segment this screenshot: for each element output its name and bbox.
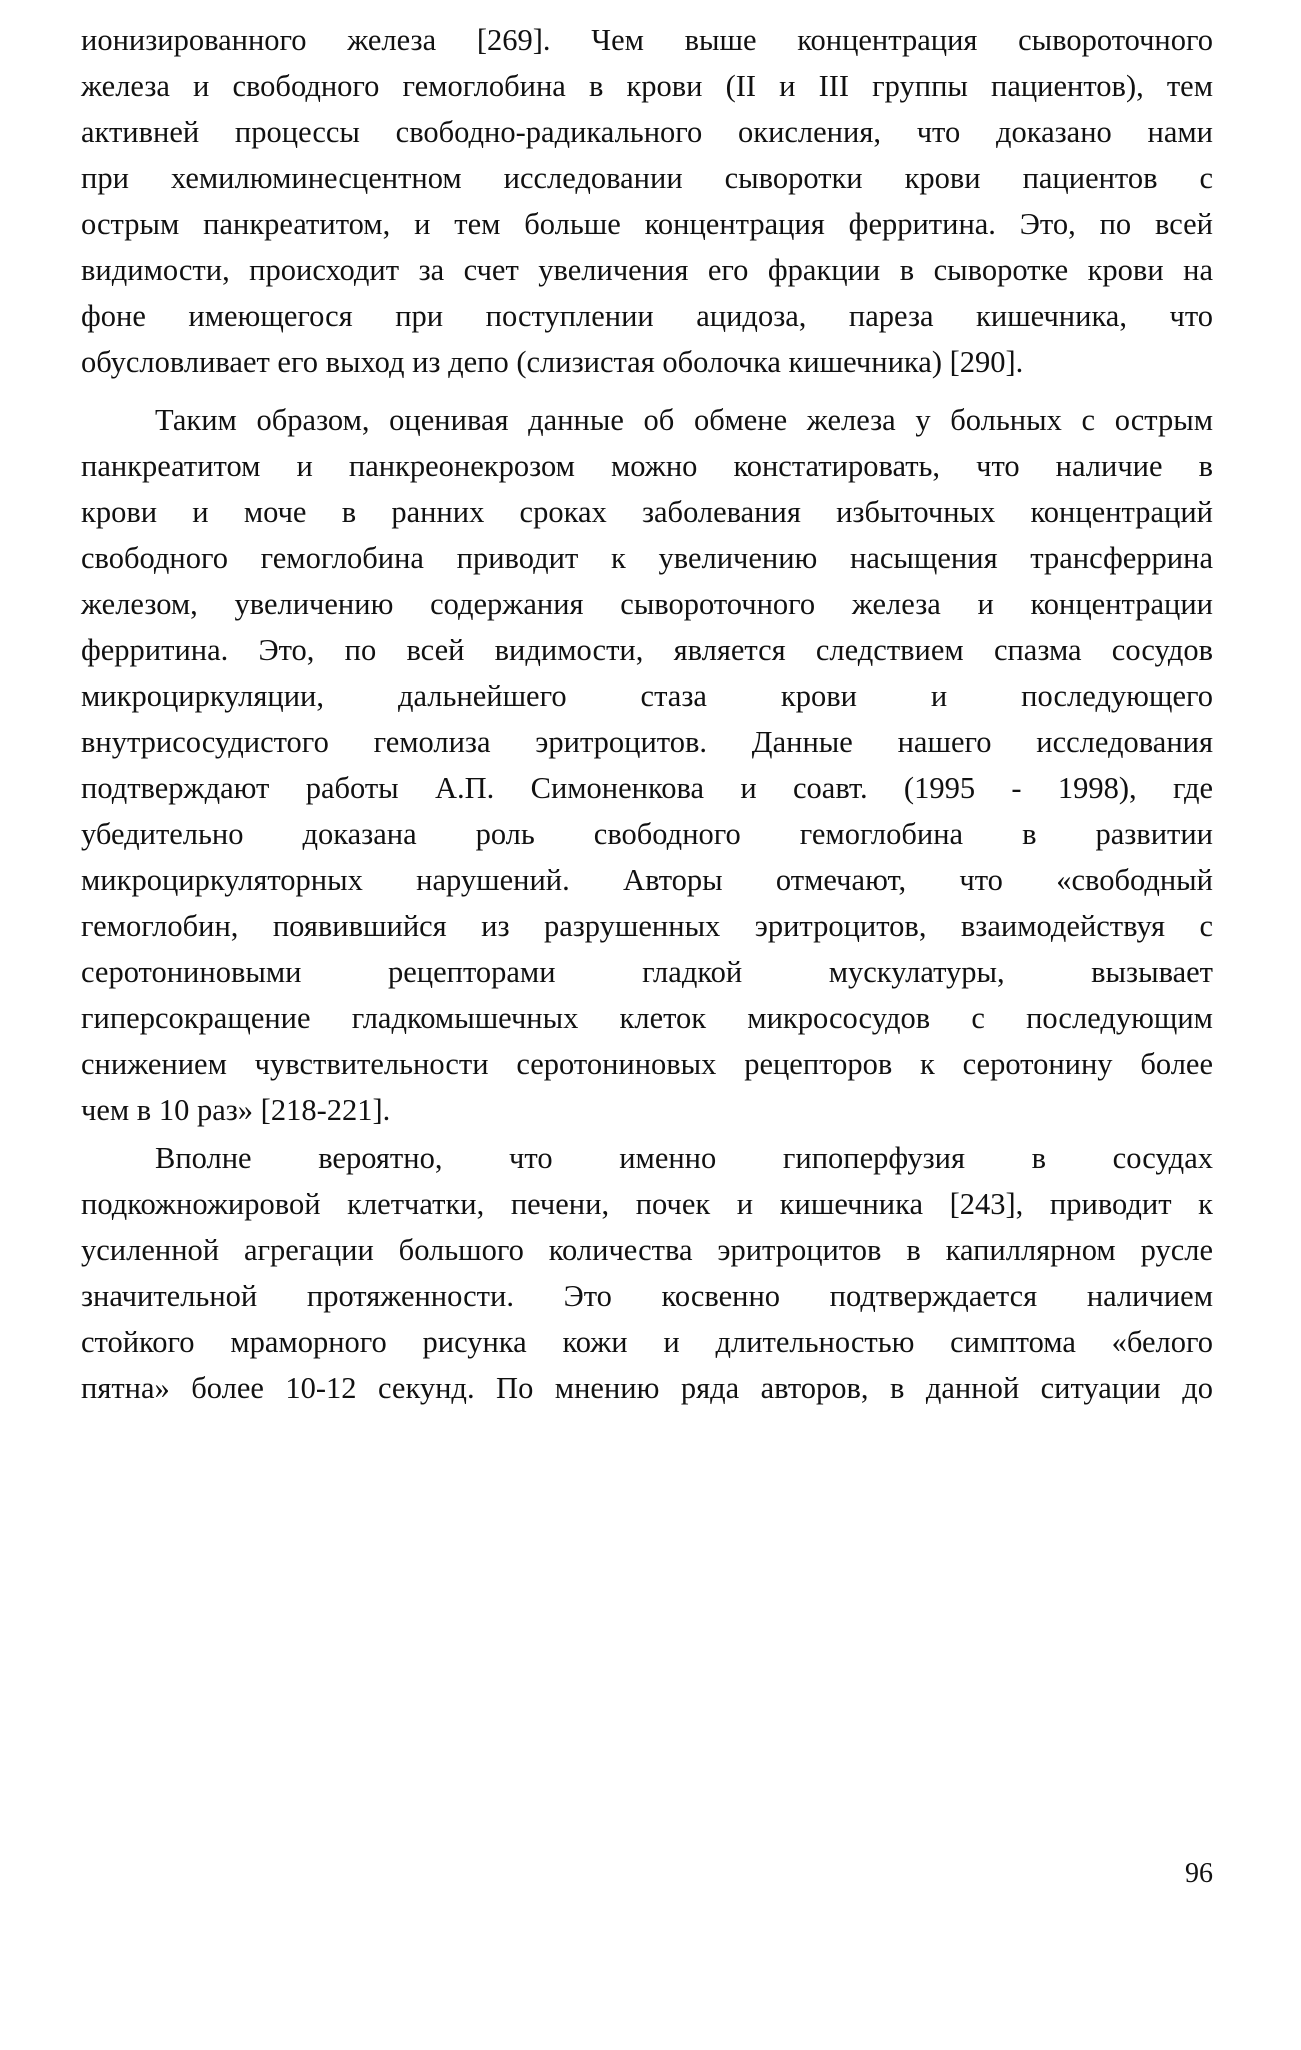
text-line: видимости, происходит за счет увеличения его фракции в сыворотке крови на (81, 253, 1213, 287)
text-line: панкреатитом и панкреонекрозом можно констатировать, что наличие в (81, 449, 1213, 483)
text-line: чем в 10 раз» [218-221]. (81, 1093, 391, 1127)
text-line: свободного гемоглобина приводит к увеличению насыщения трансферрина (81, 541, 1213, 575)
text-line: убедительно доказана роль свободного гемоглобина в развитии (81, 817, 1213, 851)
text-line: гемоглобин, появившийся из разрушенных эритроцитов, взаимодействуя с (81, 909, 1213, 943)
text-line: при хемилюминесцентном исследовании сыворотки крови пациентов с (81, 161, 1213, 195)
text-line: острым панкреатитом, и тем больше концентрация ферритина. Это, по всей (81, 207, 1213, 241)
text-line: железа и свободного гемоглобина в крови (II и III группы пациентов), тем (81, 69, 1213, 103)
text-line: обусловливает его выход из депо (слизистая оболочка кишечника) [290]. (81, 345, 1024, 379)
text-line: микроциркуляторных нарушений. Авторы отмечают, что «свободный (81, 863, 1213, 897)
text-line: активней процессы свободно-радикального окисления, что доказано нами (81, 115, 1213, 149)
text-line: ионизированного железа [269]. Чем выше концентрация сывороточного (81, 23, 1213, 57)
text-line: снижением чувствительности серотониновых рецепторов к серотонину более (81, 1047, 1213, 1081)
text-line: железом, увеличению содержания сывороточного железа и концентрации (81, 587, 1213, 621)
text-line: Таким образом, оценивая данные об обмене железа у больных с острым (155, 403, 1213, 437)
text-line: подкожножировой клетчатки, печени, почек и кишечника [243], приводит к (81, 1187, 1213, 1221)
text-line: внутрисосудистого гемолиза эритроцитов. Данные нашего исследования (81, 725, 1213, 759)
text-line: крови и моче в ранних сроках заболевания избыточных концентраций (81, 495, 1213, 529)
text-line: серотониновыми рецепторами гладкой мускулатуры, вызывает (81, 955, 1213, 989)
page-number: 96 (1185, 1858, 1213, 1889)
text-line: пятна» более 10-12 секунд. По мнению ряда авторов, в данной ситуации до (81, 1371, 1213, 1405)
text-line: подтверждают работы А.П. Симоненкова и соавт. (1995 - 1998), где (81, 771, 1213, 805)
text-line: значительной протяженности. Это косвенно подтверждается наличием (81, 1279, 1213, 1313)
text-line: ферритина. Это, по всей видимости, является следствием спазма сосудов (81, 633, 1213, 667)
text-line: усиленной агрегации большого количества эритроцитов в капиллярном русле (81, 1233, 1213, 1267)
text-line: фоне имеющегося при поступлении ацидоза, пареза кишечника, что (81, 299, 1213, 333)
text-line: гиперсокращение гладкомышечных клеток микрососудов с последующим (81, 1001, 1213, 1035)
text-line: стойкого мраморного рисунка кожи и длительностью симптома «белого (81, 1325, 1213, 1359)
text-line: микроциркуляции, дальнейшего стаза крови и последующего (81, 679, 1213, 713)
text-line: Вполне вероятно, что именно гипоперфузия в сосудах (155, 1141, 1213, 1175)
